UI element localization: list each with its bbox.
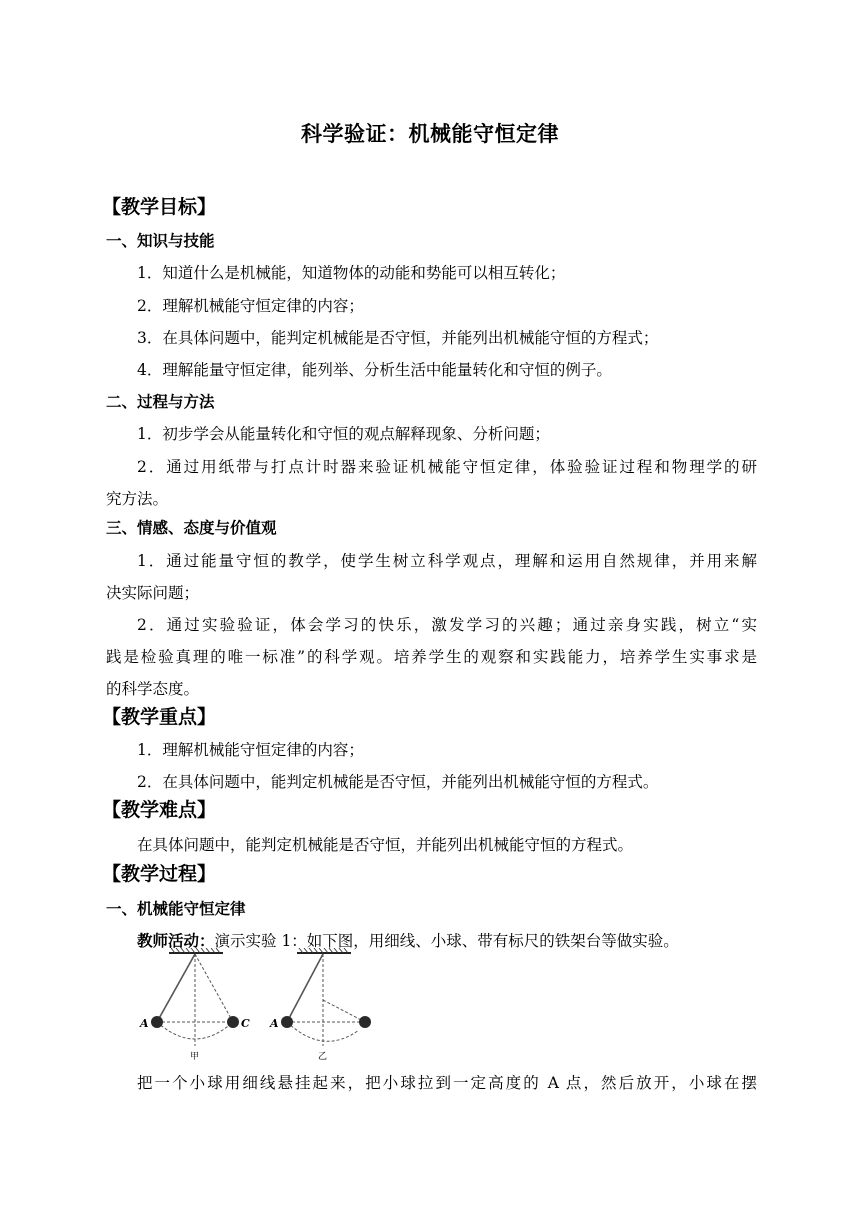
subsection-mechanical-energy: 一、机械能守恒定律 [106,900,246,918]
section-heading-difficulties: 【教学难点】 [102,799,217,821]
list-item: 3．在具体问题中，能判定机械能是否守恒，并能列出机械能守恒的方程式； [137,329,659,347]
teacher-activity-text: 演示实验 1：如下图，用细线、小球、带有标尺的铁架台等做实验。 [214,932,679,950]
figure-caption-yi: 乙 [318,1052,328,1060]
section-heading-objectives: 【教学目标】 [102,196,217,218]
subsection-attitude-values: 三、情感、态度与价值观 [106,519,277,537]
section-heading-key-points: 【教学重点】 [102,706,217,728]
list-item: 2．理解机械能守恒定律的内容； [137,297,364,315]
list-item-continuation: 决实际问题； [106,584,200,602]
list-item: 1．通过能量守恒的教学，使学生树立科学观点，理解和运用自然规律，并用来解 [137,552,757,570]
subsection-process-methods: 二、过程与方法 [106,393,215,411]
paragraph: 在具体问题中，能判定机械能是否守恒，并能列出机械能守恒的方程式。 [137,836,634,854]
list-item-continuation: 的科学态度。 [106,680,200,698]
pendulum-diagram-jia [139,948,250,1060]
subsection-knowledge-skills: 一、知识与技能 [106,232,215,250]
figure-caption-jia: 甲 [190,1052,200,1060]
list-item: 1．理解机械能守恒定律的内容； [137,741,364,759]
list-item: 2．通过实验验证，体会学习的快乐，激发学习的兴趣；通过亲身实践，树立“实 [137,616,757,634]
pendulum-diagram-yi [269,948,371,1060]
section-heading-process: 【教学过程】 [102,863,217,885]
list-item: 4．理解能量守恒定律，能列举、分析生活中能量转化和守恒的例子。 [137,361,612,379]
point-label-c: C [241,1017,250,1030]
list-item-continuation: 究方法。 [106,490,169,508]
list-item: 1．初步学会从能量转化和守恒的观点解释现象、分析问题； [137,425,550,443]
point-label-a: A [140,1017,149,1030]
teacher-activity-label: 教师活动： [137,932,215,950]
list-item: 2．通过用纸带与打点计时器来验证机械能守恒定律，体验验证过程和物理学的研 [137,458,757,476]
list-item: 1．知道什么是机械能，知道物体的动能和势能可以相互转化； [137,264,566,282]
paragraph: 把一个小球用细线悬挂起来，把小球拉到一定高度的 A 点，然后放开，小球在摆 [137,1074,757,1092]
page-title: 科学验证：机械能守恒定律 [301,122,559,146]
list-item: 2．在具体问题中，能判定机械能是否守恒，并能列出机械能守恒的方程式。 [137,773,659,791]
list-item-continuation: 践是检验真理的唯一标准”的科学观。培养学生的观察和实践能力，培养学生实事求是 [106,648,757,666]
pendulum-figure [137,948,373,1060]
point-label-a: A [270,1017,279,1030]
